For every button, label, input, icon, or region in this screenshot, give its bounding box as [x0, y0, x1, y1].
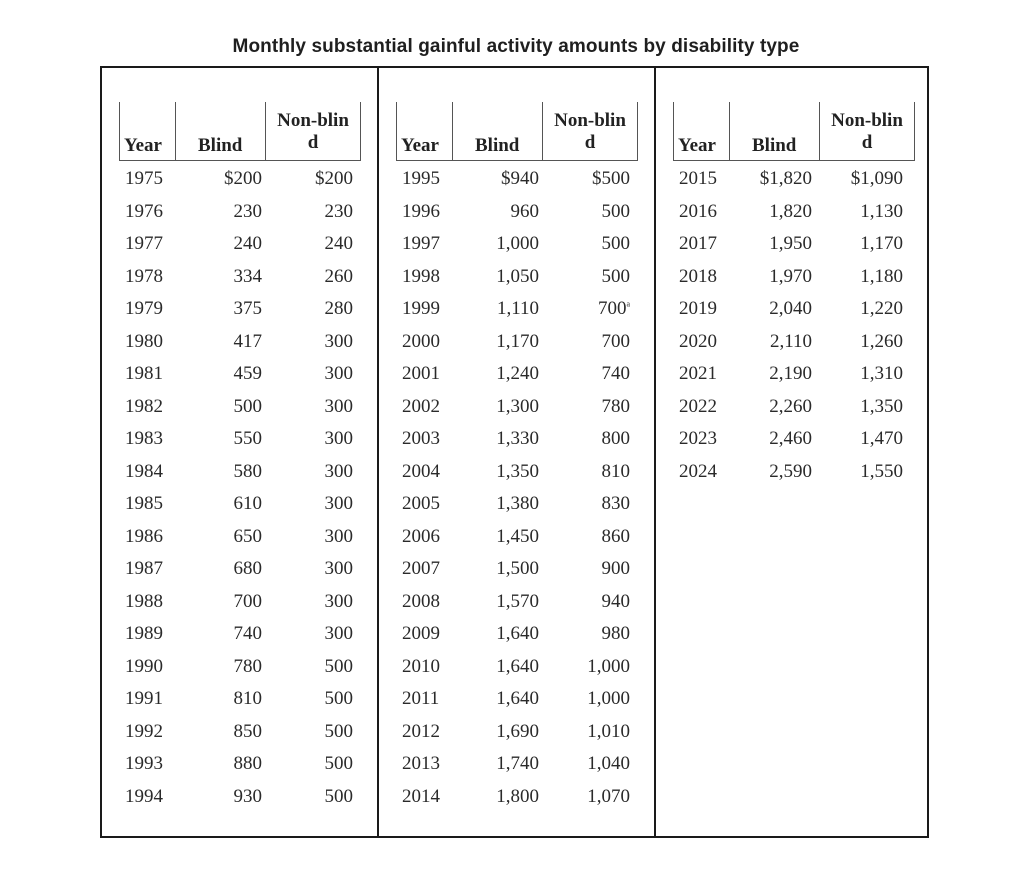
nonblind-value: 300	[324, 558, 353, 579]
table-row	[656, 167, 927, 200]
blind-cell: 1,050	[496, 265, 539, 287]
blind-cell: 700	[233, 590, 262, 612]
nonblind-value: 1,180	[860, 265, 903, 287]
nonblind-cell	[325, 492, 354, 516]
blind-cell: 1,950	[769, 233, 812, 254]
table-row	[102, 622, 377, 655]
year-cell: 2009	[402, 623, 440, 644]
header-divider	[819, 102, 820, 160]
nonblind-value: 860	[601, 525, 630, 547]
nonblind-cell	[325, 362, 354, 386]
table-header	[119, 102, 361, 161]
year-cell: 2016	[679, 200, 717, 222]
nonblind-cell	[851, 167, 903, 191]
blind-cell: 2,590	[769, 460, 812, 482]
page-title: Monthly substantial gainful activity amounts by disability type	[232, 36, 800, 57]
column-header-nonblind-line1: Non-blin	[831, 110, 903, 131]
table-row	[379, 232, 654, 265]
year-cell: 1989	[125, 623, 163, 644]
blind-cell: 810	[233, 688, 262, 709]
year-cell: 1975	[125, 168, 163, 189]
blind-cell: 610	[233, 493, 262, 514]
nonblind-value: 1,310	[860, 363, 903, 384]
blind-cell: $1,820	[759, 168, 812, 189]
header-divider	[637, 102, 638, 160]
nonblind-value: 1,070	[587, 785, 630, 807]
table-row	[379, 590, 654, 623]
year-cell: 2020	[679, 330, 717, 352]
nonblind-cell	[587, 720, 630, 744]
table-row	[102, 492, 377, 525]
column-header-nonblind-line1: Non-blin	[277, 110, 349, 131]
nonblind-cell	[602, 557, 631, 581]
blind-cell: 1,640	[496, 655, 539, 677]
header-divider	[119, 102, 120, 160]
table-row	[102, 297, 377, 330]
nonblind-cell	[325, 330, 354, 354]
nonblind-value: 280	[324, 298, 353, 319]
year-cell: 2004	[402, 460, 440, 482]
nonblind-value: $200	[315, 168, 353, 189]
nonblind-cell	[587, 785, 630, 809]
nonblind-cell	[325, 557, 354, 581]
nonblind-value: 810	[601, 460, 630, 482]
nonblind-value: 1,010	[587, 720, 630, 742]
column-header-nonblind	[821, 110, 913, 154]
year-cell: 2006	[402, 525, 440, 547]
blind-cell: 780	[233, 655, 262, 677]
blind-cell: 375	[233, 298, 262, 319]
table-row	[102, 362, 377, 395]
blind-cell: 1,330	[496, 428, 539, 449]
year-cell: 2007	[402, 558, 440, 579]
table-row	[102, 525, 377, 558]
nonblind-cell	[860, 427, 903, 451]
nonblind-value: 980	[601, 623, 630, 644]
nonblind-value: 1,350	[860, 395, 903, 417]
nonblind-cell	[860, 200, 903, 224]
nonblind-cell	[325, 265, 354, 289]
column-header-nonblind	[544, 110, 636, 154]
table-row	[656, 265, 927, 298]
nonblind-cell	[602, 590, 631, 614]
column-header-year: Year	[401, 135, 439, 156]
table-row	[102, 460, 377, 493]
nonblind-cell	[325, 525, 354, 549]
year-cell: 1980	[125, 330, 163, 352]
blind-cell: 417	[233, 330, 262, 352]
table-row	[102, 330, 377, 363]
nonblind-value: 500	[324, 720, 353, 742]
nonblind-cell	[602, 622, 631, 646]
nonblind-cell	[587, 752, 630, 776]
blind-cell: 2,040	[769, 298, 812, 319]
nonblind-cell	[325, 297, 354, 321]
nonblind-cell	[602, 427, 631, 451]
nonblind-cell	[860, 265, 903, 289]
nonblind-value: 700	[601, 330, 630, 352]
table-row	[379, 492, 654, 525]
table-row	[379, 752, 654, 785]
year-cell: 2023	[679, 428, 717, 449]
blind-cell: 1,820	[769, 200, 812, 222]
table-header	[673, 102, 915, 161]
nonblind-value: 300	[324, 330, 353, 352]
year-cell: 2005	[402, 493, 440, 514]
year-cell: 1993	[125, 753, 163, 774]
table-row	[656, 297, 927, 330]
table-row	[102, 590, 377, 623]
year-cell: 2021	[679, 363, 717, 384]
year-cell: 1981	[125, 363, 163, 384]
table-row	[102, 427, 377, 460]
table-row	[656, 200, 927, 233]
blind-cell: 1,300	[496, 395, 539, 417]
nonblind-value: 500	[324, 785, 353, 807]
nonblind-cell	[325, 622, 354, 646]
blind-cell: 2,260	[769, 395, 812, 417]
table-row	[656, 362, 927, 395]
header-divider	[175, 102, 176, 160]
nonblind-cell	[602, 492, 631, 516]
blind-cell: $940	[501, 168, 539, 189]
year-cell: 2012	[402, 720, 440, 742]
blind-cell: 1,350	[496, 460, 539, 482]
table-row	[379, 720, 654, 753]
nonblind-cell	[325, 720, 354, 744]
blind-cell: 850	[233, 720, 262, 742]
nonblind-cell	[860, 362, 903, 386]
table-row	[102, 720, 377, 753]
nonblind-value: 260	[324, 265, 353, 287]
table-row	[379, 362, 654, 395]
year-cell: 2010	[402, 655, 440, 677]
year-cell: 1997	[402, 233, 440, 254]
nonblind-value: 500	[601, 233, 630, 254]
blind-cell: 580	[233, 460, 262, 482]
nonblind-value: 1,040	[587, 753, 630, 774]
nonblind-cell	[602, 330, 631, 354]
nonblind-value: 300	[324, 428, 353, 449]
table-row	[379, 525, 654, 558]
year-cell: 2019	[679, 298, 717, 319]
year-cell: 2011	[402, 688, 440, 709]
nonblind-cell	[325, 785, 354, 809]
nonblind-value: 900	[601, 558, 630, 579]
table-row	[102, 655, 377, 688]
header-divider	[396, 102, 397, 160]
blind-cell: 1,170	[496, 330, 539, 352]
table-row	[379, 622, 654, 655]
nonblind-cell	[325, 752, 354, 776]
column-header-nonblind	[267, 110, 359, 154]
nonblind-value: 300	[324, 460, 353, 482]
nonblind-cell	[325, 200, 354, 224]
blind-cell: 1,740	[496, 753, 539, 774]
table-row	[379, 395, 654, 428]
nonblind-value: 1,130	[860, 200, 903, 222]
blind-cell: 930	[233, 785, 262, 807]
table-row	[379, 460, 654, 493]
table-row	[102, 265, 377, 298]
blind-cell: 2,110	[769, 330, 812, 352]
nonblind-value: 500	[324, 655, 353, 677]
nonblind-value: 300	[324, 590, 353, 612]
year-cell: 2001	[402, 363, 440, 384]
year-cell: 2003	[402, 428, 440, 449]
header-divider	[914, 102, 915, 160]
nonblind-value: 1,170	[860, 233, 903, 254]
blind-cell: 1,640	[496, 623, 539, 644]
nonblind-cell	[860, 330, 903, 354]
nonblind-cell	[587, 687, 630, 711]
year-cell: 1994	[125, 785, 163, 807]
blind-cell: $200	[224, 168, 262, 189]
nonblind-cell	[325, 460, 354, 484]
nonblind-cell	[587, 655, 630, 679]
nonblind-value: 740	[601, 363, 630, 384]
table-row	[102, 687, 377, 720]
table-row	[379, 265, 654, 298]
nonblind-value: 1,550	[860, 460, 903, 482]
table-row	[102, 200, 377, 233]
blind-cell: 1,110	[496, 298, 539, 319]
nonblind-value: 1,000	[587, 655, 630, 677]
nonblind-value: 500	[601, 265, 630, 287]
blind-cell: 459	[233, 363, 262, 384]
nonblind-value: 500	[324, 753, 353, 774]
year-cell: 2024	[679, 460, 717, 482]
table-row	[379, 427, 654, 460]
year-cell: 2013	[402, 753, 440, 774]
nonblind-value: 800	[601, 428, 630, 449]
year-cell: 1998	[402, 265, 440, 287]
table-panel	[102, 68, 379, 836]
nonblind-cell	[860, 232, 903, 256]
header-divider	[265, 102, 266, 160]
column-header-blind: Blind	[752, 135, 797, 156]
year-cell: 2022	[679, 395, 717, 417]
year-cell: 1991	[125, 688, 163, 709]
blind-cell: 1,690	[496, 720, 539, 742]
nonblind-cell	[325, 232, 354, 256]
nonblind-cell	[325, 395, 354, 419]
nonblind-cell	[602, 460, 631, 484]
column-header-year: Year	[124, 135, 162, 156]
blind-cell: 500	[233, 395, 262, 417]
header-divider	[542, 102, 543, 160]
blind-cell: 680	[233, 558, 262, 579]
nonblind-value: 300	[324, 525, 353, 547]
year-cell: 1984	[125, 460, 163, 482]
year-cell: 2015	[679, 168, 717, 189]
column-header-year: Year	[678, 135, 716, 156]
table-row	[102, 557, 377, 590]
column-header-nonblind-line2: d	[861, 132, 873, 153]
table-row	[102, 395, 377, 428]
nonblind-value: 300	[324, 363, 353, 384]
header-divider	[729, 102, 730, 160]
nonblind-cell	[325, 590, 354, 614]
header-divider	[360, 102, 361, 160]
header-divider	[452, 102, 453, 160]
year-cell: 1995	[402, 168, 440, 189]
year-cell: 1976	[125, 200, 163, 222]
blind-cell: 880	[233, 753, 262, 774]
table-row	[379, 687, 654, 720]
nonblind-cell	[602, 232, 631, 256]
nonblind-value: 500	[324, 688, 353, 709]
table-row	[656, 232, 927, 265]
nonblind-value: 830	[601, 493, 630, 514]
table-body	[379, 167, 654, 817]
blind-cell: 960	[510, 200, 539, 222]
nonblind-cell	[602, 525, 631, 549]
table-row	[102, 785, 377, 818]
year-cell: 1982	[125, 395, 163, 417]
year-cell: 2014	[402, 785, 440, 807]
table-row	[379, 200, 654, 233]
column-header-nonblind-line1: Non-blin	[554, 110, 626, 131]
nonblind-cell	[325, 687, 354, 711]
blind-cell: 1,240	[496, 363, 539, 384]
table-row	[379, 330, 654, 363]
footnote-marker: a	[626, 299, 630, 309]
blind-cell: 1,570	[496, 590, 539, 612]
nonblind-cell	[602, 265, 631, 289]
year-cell: 1999	[402, 298, 440, 319]
blind-cell: 740	[233, 623, 262, 644]
table-row	[379, 297, 654, 330]
nonblind-cell	[325, 427, 354, 451]
nonblind-value: 1,470	[860, 428, 903, 449]
nonblind-value: 230	[324, 200, 353, 222]
nonblind-value: 940	[601, 590, 630, 612]
year-cell: 1985	[125, 493, 163, 514]
year-cell: 2002	[402, 395, 440, 417]
nonblind-cell	[315, 167, 353, 191]
nonblind-value: 300	[324, 623, 353, 644]
nonblind-value: $1,090	[850, 168, 903, 189]
year-cell: 1987	[125, 558, 163, 579]
nonblind-value: 1,000	[587, 688, 630, 709]
blind-cell: 650	[233, 525, 262, 547]
year-cell: 2000	[402, 330, 440, 352]
nonblind-value: 780	[601, 395, 630, 417]
table-panel	[379, 68, 656, 836]
header-divider	[673, 102, 674, 160]
column-header-nonblind-line2: d	[307, 132, 319, 153]
table-body	[102, 167, 377, 817]
year-cell: 1977	[125, 233, 163, 254]
year-cell: 1979	[125, 298, 163, 319]
year-cell: 1978	[125, 265, 163, 287]
table-panel	[656, 68, 927, 836]
nonblind-value: 500	[601, 200, 630, 222]
nonblind-cell	[602, 362, 631, 386]
table-row	[656, 395, 927, 428]
nonblind-value: 700	[597, 298, 627, 319]
table-row	[379, 557, 654, 590]
blind-cell: 2,460	[769, 428, 812, 449]
nonblind-value: 300	[324, 395, 353, 417]
column-header-blind: Blind	[198, 135, 243, 156]
table-header	[396, 102, 638, 161]
year-cell: 2008	[402, 590, 440, 612]
blind-cell: 1,800	[496, 785, 539, 807]
blind-cell: 1,000	[496, 233, 539, 254]
year-cell: 1990	[125, 655, 163, 677]
year-cell: 2017	[679, 233, 717, 254]
blind-cell: 1,970	[769, 265, 812, 287]
blind-cell: 1,380	[496, 493, 539, 514]
blind-cell: 1,640	[496, 688, 539, 709]
nonblind-cell	[860, 395, 903, 419]
blind-cell: 1,500	[496, 558, 539, 579]
blind-cell: 1,450	[496, 525, 539, 547]
sga-table	[100, 66, 929, 838]
blind-cell: 2,190	[769, 363, 812, 384]
year-cell: 1983	[125, 428, 163, 449]
blind-cell: 230	[233, 200, 262, 222]
table-row	[656, 330, 927, 363]
nonblind-cell	[860, 460, 903, 484]
column-header-blind: Blind	[475, 135, 520, 156]
nonblind-value: 1,260	[860, 330, 903, 352]
blind-cell: 240	[233, 233, 262, 254]
blind-cell: 550	[233, 428, 262, 449]
year-cell: 1992	[125, 720, 163, 742]
nonblind-cell	[598, 297, 630, 321]
table-row	[102, 752, 377, 785]
table-row	[656, 427, 927, 460]
nonblind-cell	[860, 297, 903, 321]
table-row	[102, 167, 377, 200]
table-row	[656, 460, 927, 493]
nonblind-value: 1,220	[860, 298, 903, 319]
year-cell: 2018	[679, 265, 717, 287]
nonblind-cell	[592, 167, 630, 191]
nonblind-cell	[325, 655, 354, 679]
column-header-nonblind-line2: d	[584, 132, 596, 153]
table-body	[656, 167, 927, 492]
nonblind-value: 240	[324, 233, 353, 254]
table-row	[379, 167, 654, 200]
year-cell: 1988	[125, 590, 163, 612]
year-cell: 1996	[402, 200, 440, 222]
nonblind-value: 300	[324, 493, 353, 514]
nonblind-cell	[602, 200, 631, 224]
table-row	[379, 785, 654, 818]
table-row	[102, 232, 377, 265]
nonblind-value: $500	[592, 168, 630, 189]
blind-cell: 334	[233, 265, 262, 287]
table-row	[379, 655, 654, 688]
year-cell: 1986	[125, 525, 163, 547]
nonblind-cell	[602, 395, 631, 419]
